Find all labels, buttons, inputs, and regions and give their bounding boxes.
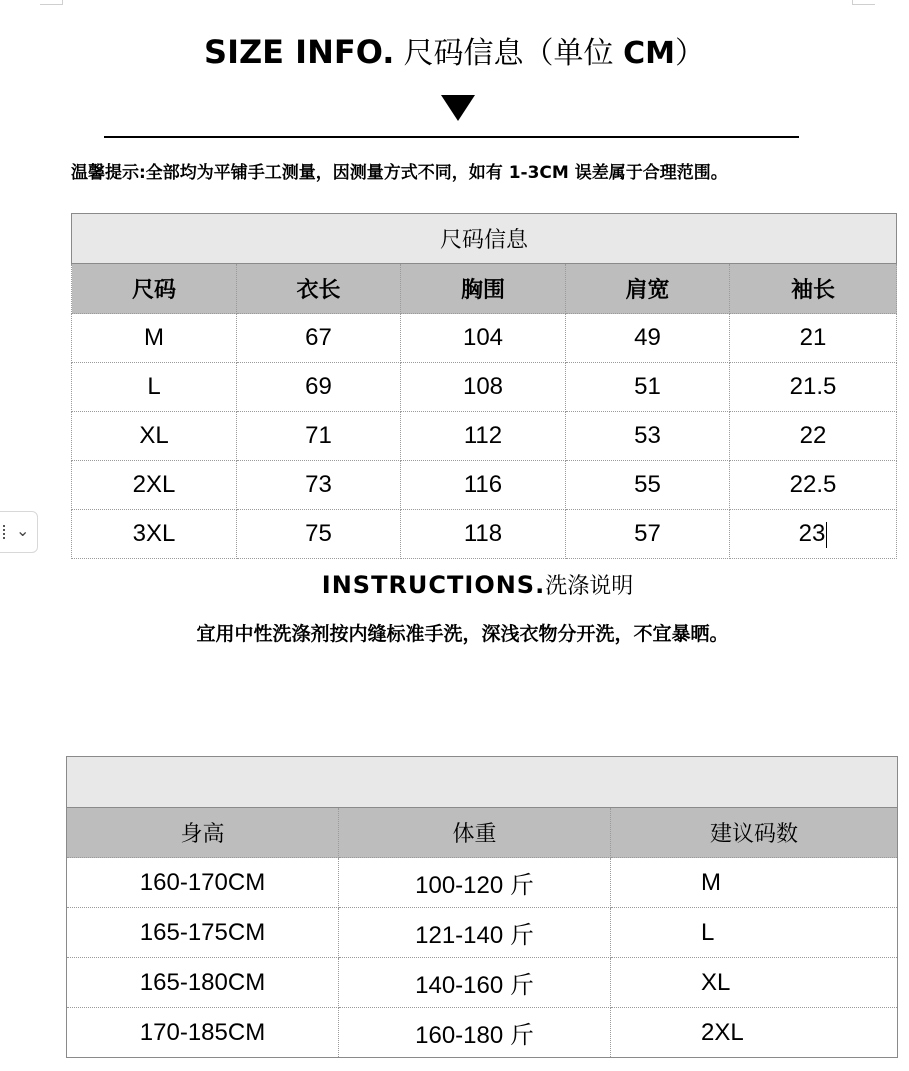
table-row (67, 1008, 898, 1058)
table-cell[interactable]: 73 (237, 461, 401, 510)
size-table-caption[interactable]: 尺码信息 (72, 214, 897, 264)
table-row (72, 461, 897, 510)
table-cell[interactable]: 51 (566, 363, 730, 412)
header-cell-length[interactable]: 衣长 (237, 264, 401, 314)
chevron-down-icon[interactable]: ⌄ (16, 521, 30, 540)
table-cell[interactable]: M (72, 314, 237, 363)
table-cell[interactable]: 67 (237, 314, 401, 363)
table-cell[interactable]: 100-120 斤 (339, 858, 611, 908)
header-cell-size[interactable]: 尺码 (72, 264, 237, 314)
table-cell[interactable]: L (611, 908, 898, 958)
table-cell[interactable]: 118 (401, 510, 566, 559)
table-cell[interactable]: 71 (237, 412, 401, 461)
size-table-header-row (72, 264, 897, 314)
table-cell[interactable]: 170-185CM (67, 1008, 339, 1058)
down-triangle-icon (441, 95, 475, 121)
table-cell[interactable]: 140-160 斤 (339, 958, 611, 1008)
table-cell[interactable]: 3XL (72, 510, 237, 559)
page-corner-mark-left (40, 0, 63, 5)
size-table (71, 213, 897, 559)
table-row-handle[interactable] (0, 511, 38, 553)
table-cell[interactable]: 55 (566, 461, 730, 510)
table-cell[interactable]: 160-170CM (67, 858, 339, 908)
table-row (72, 412, 897, 461)
title-zh (404, 36, 705, 71)
recommend-table-caption[interactable] (67, 757, 898, 808)
table-cell[interactable]: 53 (566, 412, 730, 461)
table-cell[interactable]: XL (72, 412, 237, 461)
table-cell[interactable]: 2XL (72, 461, 237, 510)
table-cell[interactable]: 108 (401, 363, 566, 412)
table-row (72, 314, 897, 363)
text-cursor (826, 522, 827, 548)
table-cell[interactable]: 121-140 斤 (339, 908, 611, 958)
table-cell[interactable]: 69 (237, 363, 401, 412)
header-cell-height[interactable]: 身高 (67, 808, 339, 858)
size-table-caption-row (72, 214, 897, 264)
table-cell[interactable]: 75 (237, 510, 401, 559)
table-cell-text: 23 (798, 520, 826, 547)
table-cell[interactable]: 116 (401, 461, 566, 510)
table-cell[interactable]: M (611, 858, 898, 908)
table-row (72, 363, 897, 412)
table-row (72, 510, 897, 559)
page-corner-mark-right (852, 0, 875, 5)
table-cell[interactable]: 160-180 斤 (339, 1008, 611, 1058)
table-cell[interactable]: 2XL (611, 1008, 898, 1058)
header-cell-recommended-size[interactable]: 建议码数 (611, 808, 898, 858)
table-cell[interactable]: 165-175CM (67, 908, 339, 958)
header-cell-sleeve[interactable]: 袖长 (730, 264, 897, 314)
table-cell[interactable]: 21.5 (730, 363, 897, 412)
recommend-table-header-row (67, 808, 898, 858)
recommend-table-caption-row (67, 757, 898, 808)
instructions-title (0, 569, 909, 603)
table-row (67, 908, 898, 958)
table-cell[interactable]: 49 (566, 314, 730, 363)
title-zh-post: ） (674, 36, 705, 71)
title-en: SIZE INFO. (204, 33, 395, 71)
table-cell[interactable]: 22.5 (730, 461, 897, 510)
table-cell[interactable]: 165-180CM (67, 958, 339, 1008)
header-cell-weight[interactable]: 体重 (339, 808, 611, 858)
table-cell-active[interactable] (730, 510, 897, 559)
instructions-title-en: INSTRUCTIONS. (321, 571, 546, 599)
table-cell[interactable]: XL (611, 958, 898, 1008)
table-cell[interactable]: 22 (730, 412, 897, 461)
table-cell[interactable]: 104 (401, 314, 566, 363)
instructions-title-zh: 洗涤说明 (545, 574, 634, 599)
table-cell[interactable]: 57 (566, 510, 730, 559)
instructions-text: 宜用中性洗涤剂按内缝标准手洗，深浅衣物分开洗，不宜暴晒。 (196, 623, 729, 645)
header-cell-shoulder[interactable]: 肩宽 (566, 264, 730, 314)
table-row (67, 858, 898, 908)
title-unit: CM (623, 36, 675, 71)
table-row (67, 958, 898, 1008)
table-cell[interactable]: L (72, 363, 237, 412)
divider-rule (104, 136, 799, 138)
header-cell-chest[interactable]: 胸围 (401, 264, 566, 314)
recommend-table (66, 756, 898, 1058)
table-cell[interactable]: 112 (401, 412, 566, 461)
title-zh-pre: 尺码信息（单位 (403, 36, 614, 71)
drag-grip-icon[interactable] (3, 525, 8, 539)
page-title (0, 30, 909, 76)
table-cell[interactable]: 21 (730, 314, 897, 363)
measurement-notice: 温馨提示:全部均为平铺手工测量，因测量方式不同，如有 1-3CM 误差属于合理范围。 (71, 163, 728, 183)
